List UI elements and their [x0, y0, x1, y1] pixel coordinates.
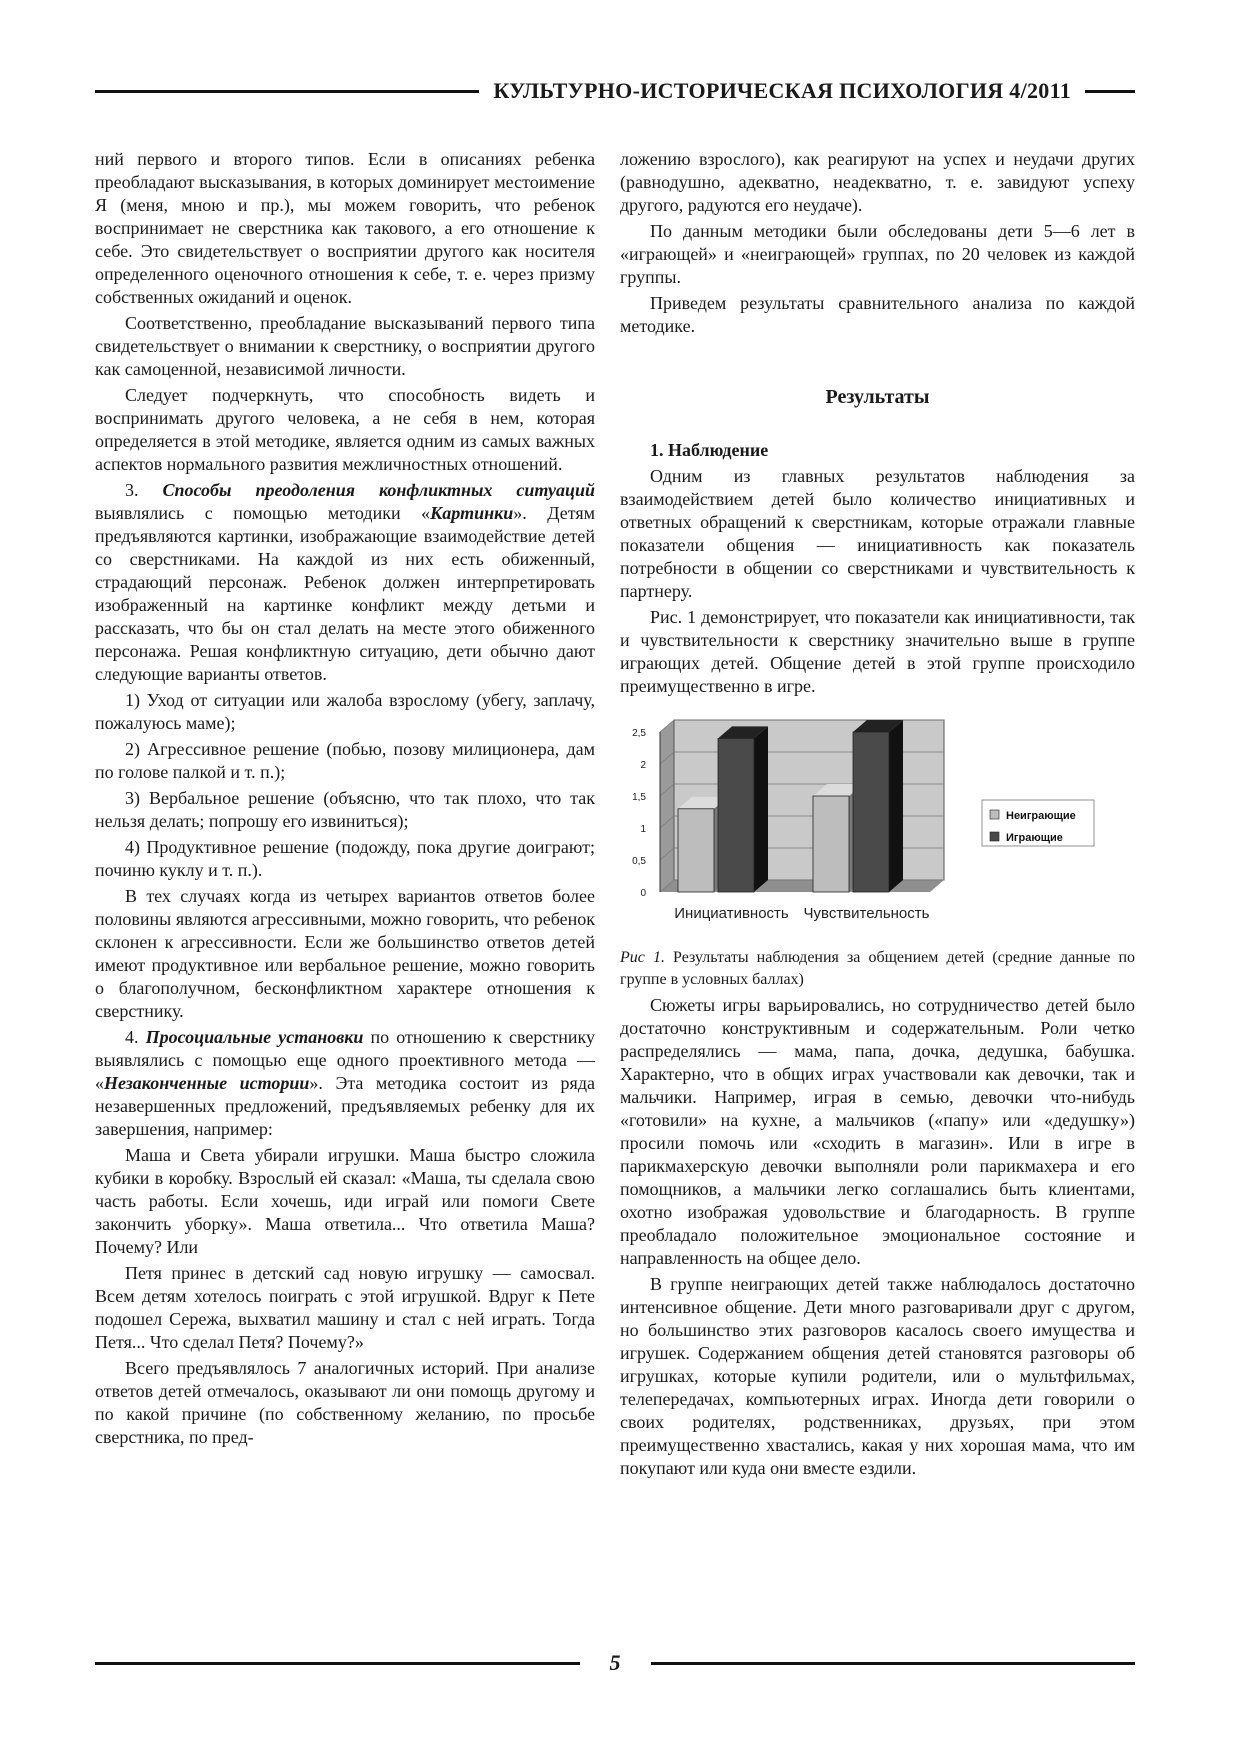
right-column	[620, 148, 1135, 1480]
paragraph: ложению взрослого), как реагируют на успех и неудачи других (равнодушно, адекватно, неадекватно, т. е. завидуют успеху другого, радуются его неудаче).	[620, 149, 1135, 215]
method-name: Незаконченные истории	[104, 1073, 310, 1093]
page-footer	[95, 1650, 1135, 1676]
method-name: Картинки	[430, 503, 514, 523]
option-4: 4) Продуктивное решение (подожду, пока другие доиграют; починю куклу и т. п.).	[95, 837, 595, 880]
header-rule-left	[95, 90, 479, 93]
chart-side-wall	[660, 720, 674, 892]
bar-side	[889, 720, 903, 892]
y-tick-label: 0,5	[632, 856, 646, 867]
journal-title: КУЛЬТУРНО-ИСТОРИЧЕСКАЯ ПСИХОЛОГИЯ 4/2011	[493, 78, 1071, 103]
paragraph: Сюжеты игры варьировались, но сотрудничество детей было достаточно конструктивным и содержательным. Роли четко распределялись — мама, папа, дочка, дедушка, бабушка. Характерно, что в общих играх участвовали как девочки, так и мальчики. Например, играя в семью, девочки что-нибудь «готовили» на кухне, а мальчиков («папу» или «дедушку») просили помочь или «сходить в магазин». Или в игре в парикмахерскую девочки выполняли роли парикмахера и его помощников, а мальчики легко соглашались быть клиентами, охотно изображая удовольствие и благодарность. В группе преобладало положительное эмоциональное состояние и направленность на общее дело.	[620, 995, 1135, 1268]
bar	[678, 809, 714, 892]
paragraph: В группе неиграющих детей также наблюдалось достаточно интенсивное общение. Дети много разговаривали друг с другом, но большинство этих разговоров касалось своего имущества и игрушек. Содержанием общения детей становятся разговоры об игрушках, которые купили родители, или о мультфильмах, телепередачах, компьютерных играх. Иногда дети говорили о своих родителях, родственниках, друзьях, при этом преимущественно хвастались, какая у них хорошая мама, что им покупают или куда они вместе ездили.	[620, 1274, 1135, 1478]
section-heading: Результаты	[825, 386, 930, 408]
item-number: 4.	[125, 1027, 139, 1047]
y-tick-label: 1	[640, 824, 646, 835]
bar	[718, 738, 754, 892]
x-category-label: Чувствительность	[803, 905, 930, 922]
paragraph: Приведем результаты сравнительного анализа по каждой методике.	[620, 293, 1135, 336]
figure-caption	[620, 947, 1135, 991]
paragraph: Следует подчеркнуть, что способность видеть и воспринимать другого человека, а не себя в нем, которая определяется в этой методике, является одним из самых важных аспектов нормального развития межличностных отношений.	[95, 385, 595, 474]
paragraph: Рис. 1 демонстрирует, что показатели как инициативности, так и чувствительности к сверстнику значительно выше в группе играющих детей. Общение детей в этой группе происходило преимущественно в игре.	[620, 607, 1135, 696]
y-tick-label: 0	[640, 888, 646, 899]
bar-side	[754, 726, 768, 892]
story-2: Петя принес в детский сад новую игрушку — самосвал. Всем детям хотелось поиграть с этой игрушкой. Вдруг к Пете подошел Сережа, выхватил машину и стал с ней играть. Тогда Петя... Что сделал Петя? Почему?»	[95, 1263, 595, 1352]
running-header	[95, 78, 1135, 104]
bar-chart	[620, 712, 1135, 947]
option-3: 3) Вербальное решение (объясню, что так плохо, что так нельзя делать; попрошу его извиниться);	[95, 788, 595, 831]
y-tick-label: 2,5	[632, 728, 646, 739]
paragraph: Одним из главных результатов наблюдения за взаимодействием детей было количество инициативных и ответных обращений к сверстникам, которые отражали главные показатели общения — инициативность как показатель потребности в общении со сверстниками и чувствительность к партнеру.	[620, 466, 1135, 601]
text: по отношению к сверстнику выявлялись с помощью еще одного проективного метода — «	[95, 1027, 595, 1093]
text: ». Детям предъявляются картинки, изображающие взаимодействие детей со сверстниками. На каждой из них есть обиженный, страдающий персонаж. Ребенок должен интерпретировать изображенный на картинке конфликт между детьми и рассказать, что бы он стал делать на месте этого обиженного персонажа. Решая конфликтную ситуацию, дети обычно дают следующие варианты ответов.	[95, 503, 595, 684]
paragraph: Соответственно, преобладание высказываний первого типа свидетельствует о внимании к сверстнику, о восприятии другого как самоценной, независимой личности.	[95, 313, 595, 379]
subsection-heading: 1. Наблюдение	[650, 440, 769, 460]
paragraph-method-stories	[95, 1026, 595, 1141]
page-number: 5	[609, 1650, 621, 1675]
legend-label: Играющие	[1006, 832, 1063, 844]
item-number: 3.	[125, 480, 139, 500]
figure-1-chart	[620, 712, 1135, 947]
caption-text: Результаты наблюдения за общением детей (средние данные по группе в условных баллах)	[620, 949, 1136, 988]
bar	[813, 796, 849, 892]
y-tick-label: 1,5	[632, 792, 646, 803]
left-column	[95, 148, 595, 1449]
footer-rule-right	[651, 1662, 1136, 1665]
y-tick-label: 2	[640, 760, 646, 771]
paragraph: По данным методики были обследованы дети 5—6 лет в «играющей» и «неиграющей» группах, по 20 человек из каждой группы.	[620, 221, 1135, 287]
text: ». Эта методика состоит из ряда незавершенных предложений, предъявляемых ребенку для их завершения, например:	[95, 1073, 595, 1139]
header-rule-right	[1085, 90, 1135, 93]
option-1: 1) Уход от ситуации или жалоба взрослому (убегу, заплачу, пожалуюсь маме);	[95, 690, 595, 733]
term-conflict: Способы преодоления конфликтных ситуаций	[162, 480, 595, 500]
footer-rule-left	[95, 1662, 580, 1665]
text: выявлялись с помощью методики «	[95, 503, 431, 523]
paragraph: В тех случаях когда из четырех вариантов ответов более половины являются агрессивными, можно говорить, что ребенок склонен к агрессивности. Если же большинство ответов детей имеют продуктивное или вербальное решение, можно говорить о благополучном, бесконфликтном характере отношения к сверстнику.	[95, 886, 595, 1021]
option-2: 2) Агрессивное решение (побью, позову милиционера, дам по голове палкой и т. п.);	[95, 739, 595, 782]
paragraph: Всего предъявлялось 7 аналогичных историй. При анализе ответов детей отмечалось, оказывают ли они помощь другому и по какой причине (по собственному желанию, по просьбе сверстника, по пред-	[95, 1358, 595, 1447]
x-category-label: Инициативность	[674, 905, 789, 922]
bar	[853, 732, 889, 892]
story-1: Маша и Света убирали игрушки. Маша быстро сложила кубики в коробку. Взрослый ей сказал: «Маша, ты сделала свою часть работы. Если хочешь, иди играй или помоги Свете закончить уборку». Маша ответила... Что ответила Маша? Почему? Или	[95, 1145, 595, 1257]
paragraph: ний первого и второго типов. Если в описаниях ребенка преобладают высказывания, в которых доминирует местоимение Я (меня, мною и пр.), мы можем говорить, что ребенок воспринимает не сверстника как такового, а его отношение к себе. Это свидетельствует о восприятии другого как носителя определенного оценочного отношения к себе, т. е. через призму собственных ожиданий и оценок.	[95, 149, 595, 307]
caption-label: Рис 1.	[620, 949, 665, 966]
term-prosocial: Просоциальные установки	[145, 1027, 364, 1047]
legend-label: Неиграющие	[1006, 810, 1076, 822]
legend-swatch	[990, 832, 999, 841]
legend-swatch	[990, 810, 999, 819]
paragraph-method-pictures	[95, 479, 595, 686]
